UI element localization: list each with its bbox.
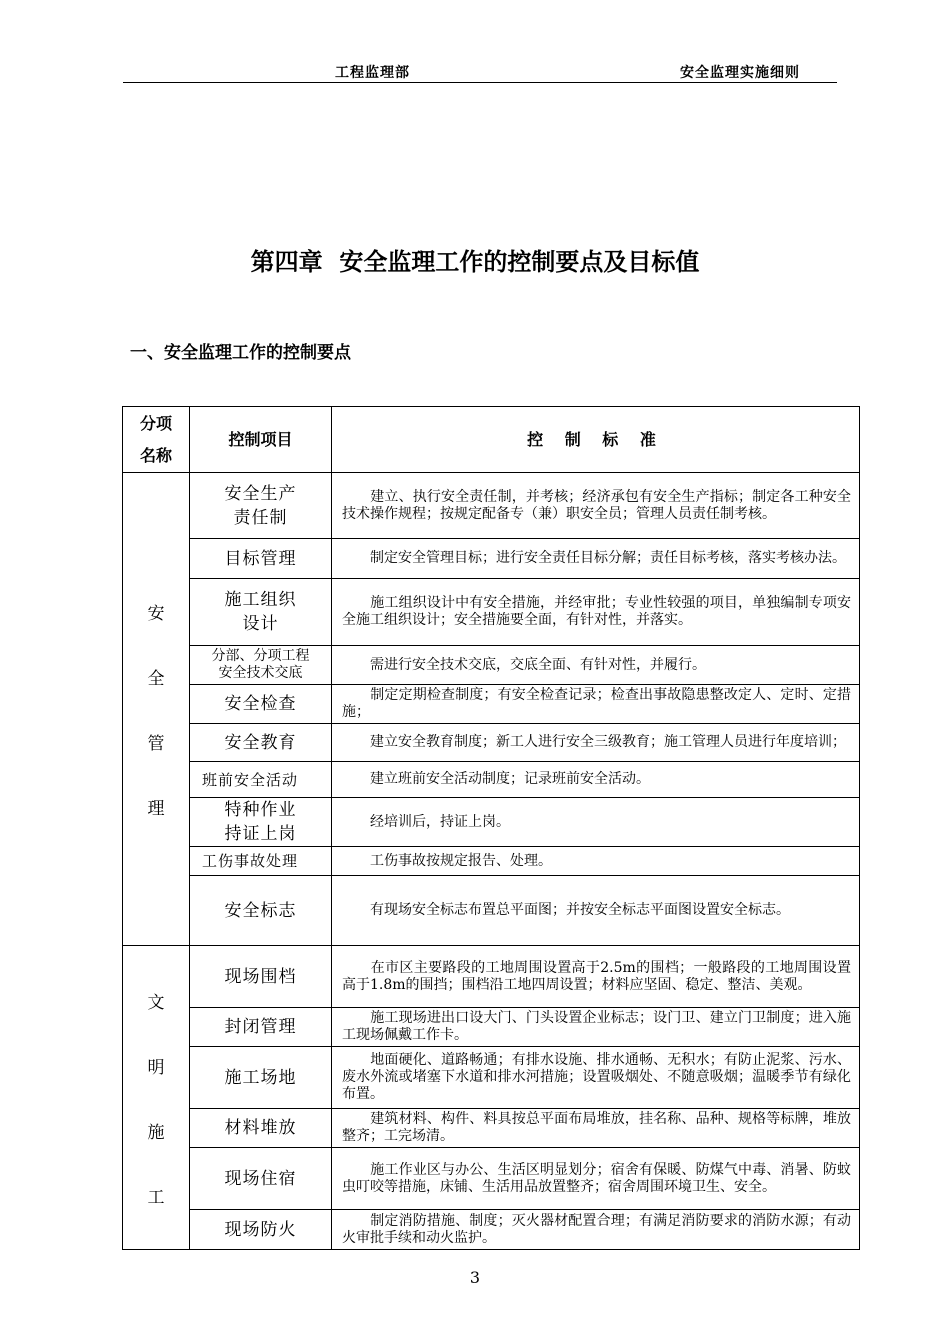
section-title: 一、安全监理工作的控制要点	[130, 343, 351, 363]
control-item-cell: 现场防火	[190, 1210, 332, 1250]
control-standard-cell: 制定定期检查制度；有安全检查记录；检查出事故隐患整改定人、定时、定措施；	[332, 685, 860, 724]
table-row	[123, 579, 860, 646]
header-category-cell	[123, 407, 190, 473]
control-standard-cell: 施工组织设计中有安全措施，并经审批；专业性较强的项目，单独编制专项安全施工组织设计；安全措施要全面，有针对性，并落实。	[332, 579, 860, 646]
category-char: 全	[147, 669, 165, 689]
table-row	[123, 762, 860, 798]
table-row	[123, 1008, 860, 1047]
control-item-cell: 材料堆放	[190, 1109, 332, 1148]
control-standard-cell: 需进行安全技术交底，交底全面、有针对性，并履行。	[332, 646, 860, 685]
control-item-cell: 班前安全活动	[190, 762, 332, 798]
table-row	[123, 1109, 860, 1148]
control-points-table	[122, 406, 860, 1250]
table-header-row	[123, 407, 860, 473]
header-item-cell: 控制项目	[190, 407, 332, 473]
control-item-cell: 现场住宿	[190, 1148, 332, 1210]
control-standard-cell: 建筑材料、构件、料具按总平面布局堆放，挂名称、品种、规格等标牌，堆放整齐；工完场清。	[332, 1109, 860, 1148]
table-row	[123, 946, 860, 1008]
control-item-cell: 安全标志	[190, 876, 332, 946]
control-item-cell: 现场围档	[190, 946, 332, 1008]
table-row	[123, 724, 860, 762]
category-char: 明	[147, 1057, 165, 1078]
control-standard-cell: 制定消防措施、制度；灭火器材配置合理；有满足消防要求的消防水源；有动火审批手续和动火监护。	[332, 1210, 860, 1250]
page-number: 3	[469, 1268, 481, 1287]
table-row	[123, 847, 860, 876]
control-standard-cell: 在市区主要路段的工地周围设置高于2.5m的围档；一般路段的工地周围设置高于1.8m的围挡；围档沿工地四周设置；材料应坚固、稳定、整洁、美观。	[332, 946, 860, 1008]
category-char: 安	[147, 604, 165, 624]
table-row	[123, 1148, 860, 1210]
control-standard-cell: 建立安全教育制度；新工人进行安全三级教育；施工管理人员进行年度培训；	[332, 724, 860, 762]
header-category-line2: 名称	[139, 445, 172, 465]
chapter-title: 第四章 安全监理工作的控制要点及目标值	[250, 248, 700, 276]
table-row	[123, 473, 860, 539]
category-char: 文	[147, 992, 165, 1013]
control-standard-cell: 经培训后，持证上岗。	[332, 798, 860, 847]
category-char: 施	[147, 1122, 165, 1143]
table-row	[123, 1210, 860, 1250]
control-item-cell: 特种作业 持证上岗	[190, 798, 332, 847]
table-row	[123, 539, 860, 579]
header-standard-cell: 控 制 标 准	[332, 407, 860, 473]
control-item-cell: 目标管理	[190, 539, 332, 579]
category-char: 工	[147, 1187, 165, 1208]
table-row	[123, 1047, 860, 1109]
control-item-cell: 封闭管理	[190, 1008, 332, 1047]
control-item-cell: 安全检查	[190, 685, 332, 724]
control-standard-cell: 地面硬化、道路畅通；有排水设施、排水通畅、无积水；有防止泥浆、污水、废水外流或堵塞下水道和排水河措施；设置吸烟处、不随意吸烟；温暖季节有绿化布置。	[332, 1047, 860, 1109]
table-row	[123, 685, 860, 724]
header-left-title: 工程监理部	[335, 65, 410, 81]
control-standard-cell: 建立、执行安全责任制，并考核；经济承包有安全生产指标；制定各工种安全技术操作规程；按规定配备专（兼）职安全员；管理人员责任制考核。	[332, 473, 860, 539]
category-cell	[123, 473, 190, 946]
category-cell	[123, 946, 190, 1250]
control-item-cell: 施工组织 设计	[190, 579, 332, 646]
control-item-cell: 工伤事故处理	[190, 847, 332, 876]
category-char: 理	[147, 799, 165, 819]
category-char: 管	[147, 734, 165, 754]
control-standard-cell: 施工作业区与办公、生活区明显划分；宿舍有保暖、防煤气中毒、消暑、防蚊虫叮咬等措施，床铺、生活用品放置整齐；宿舍周围环境卫生、安全。	[332, 1148, 860, 1210]
control-item-cell: 安全生产 责任制	[190, 473, 332, 539]
control-standard-cell: 有现场安全标志布置总平面图；并按安全标志平面图设置安全标志。	[332, 876, 860, 946]
control-standard-cell: 工伤事故按规定报告、处理。	[332, 847, 860, 876]
control-item-cell: 施工场地	[190, 1047, 332, 1109]
header-rule	[123, 82, 837, 83]
control-standard-cell: 施工现场进出口设大门、门头设置企业标志；设门卫、建立门卫制度；进入施工现场佩戴工作卡。	[332, 1008, 860, 1047]
header-right-title: 安全监理实施细则	[680, 65, 800, 81]
table-row	[123, 876, 860, 946]
control-standard-cell: 制定安全管理目标；进行安全责任目标分解；责任目标考核，落实考核办法。	[332, 539, 860, 579]
control-standard-cell: 建立班前安全活动制度；记录班前安全活动。	[332, 762, 860, 798]
table-row	[123, 798, 860, 847]
control-item-cell: 分部、分项工程 安全技术交底	[190, 646, 332, 685]
header-category-line1: 分项	[139, 413, 172, 433]
control-item-cell: 安全教育	[190, 724, 332, 762]
table-row	[123, 646, 860, 685]
